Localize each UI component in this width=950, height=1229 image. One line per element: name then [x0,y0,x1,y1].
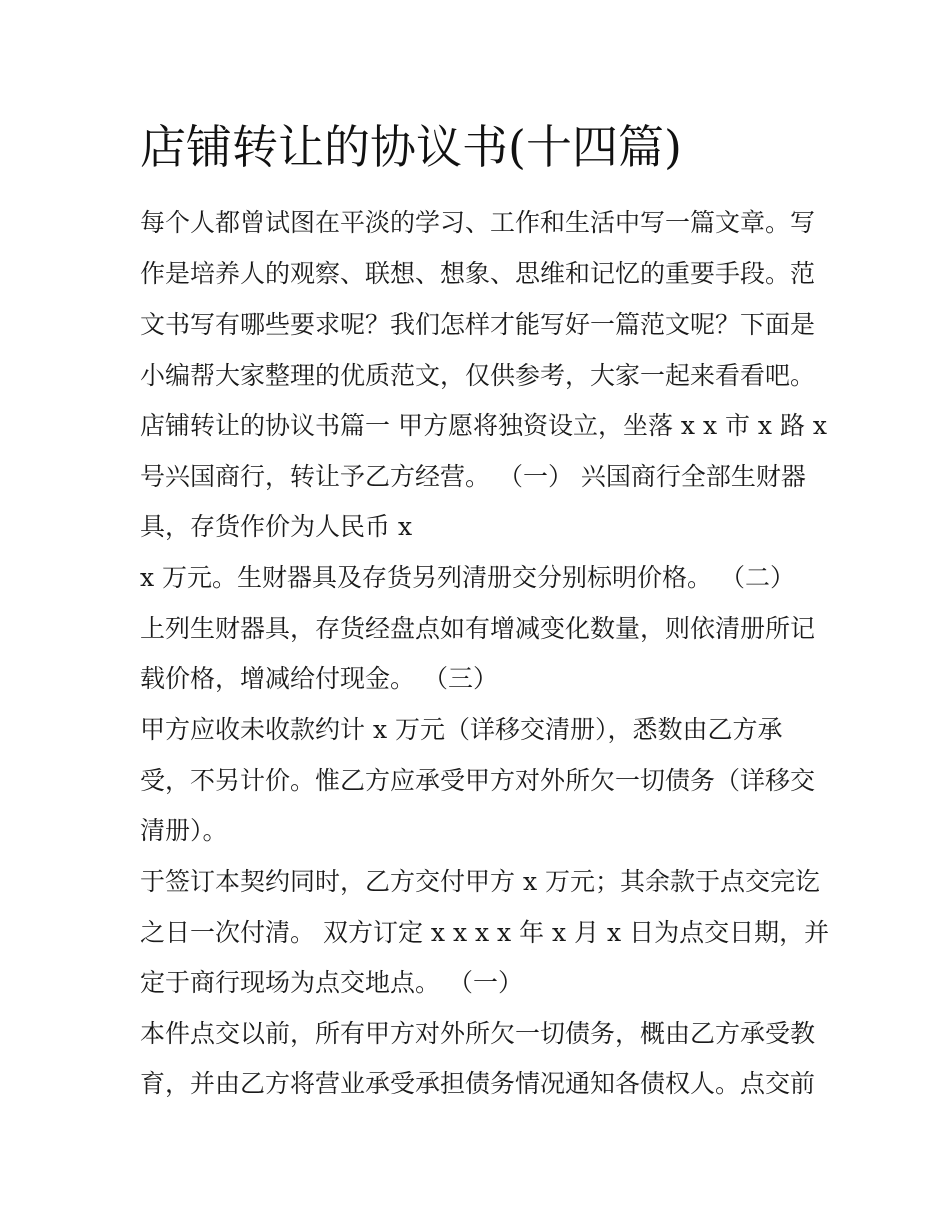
text-line: 具，存货作价为人民币 x [140,512,413,541]
text-line: 上列生财器具，存货经盘点如有增减变化数量，则依清册所记 [140,614,816,643]
text-line: 店铺转让的协议书篇一 甲方愿将独资设立，坐落 x x 市 x 路 x [140,411,828,440]
text-line: 之日一次付清。 双方订定 x x x x 年 x 月 x 日为点交日期，并 [140,918,830,947]
text-line: 清册）。 [140,816,228,845]
text-line: x 万元。生财器具及存货另列清册交分别标明价格。 （二） [140,563,795,592]
text-line: 甲方应收未收款约计 x 万元（详移交清册），悉数由乙方承 [140,715,783,744]
document-title: 店铺转让的协议书(十四篇) [140,120,682,174]
text-line: 作是培养人的观察、联想、想象、思维和记忆的重要手段。范 [140,259,816,288]
text-line: 受，不另计价。惟乙方应承受甲方对外所欠一切债务（详移交 [140,766,816,795]
text-line: 本件点交以前，所有甲方对外所欠一切债务，概由乙方承受教 [140,1019,816,1048]
text-line: 每个人都曾试图在平淡的学习、工作和生活中写一篇文章。写 [140,208,816,237]
text-line: 育，并由乙方将营业承受承担债务情况通知各债权人。点交前 [140,1069,816,1098]
text-line: 载价格，增减给付现金。 （三） [140,664,498,693]
text-line: 小编帮大家整理的优质范文，仅供参考，大家一起来看看吧。 [140,361,816,390]
text-line: 于签订本契约同时，乙方交付甲方 x 万元；其余款于点交完讫 [140,867,820,896]
text-line: 定于商行现场为点交地点。 （一） [140,968,523,997]
text-line: 文书写有哪些要求呢？我们怎样才能写好一篇范文呢？下面是 [140,310,816,339]
text-line: 号兴国商行，转让予乙方经营。 （一） 兴国商行全部生财器 [140,462,806,491]
